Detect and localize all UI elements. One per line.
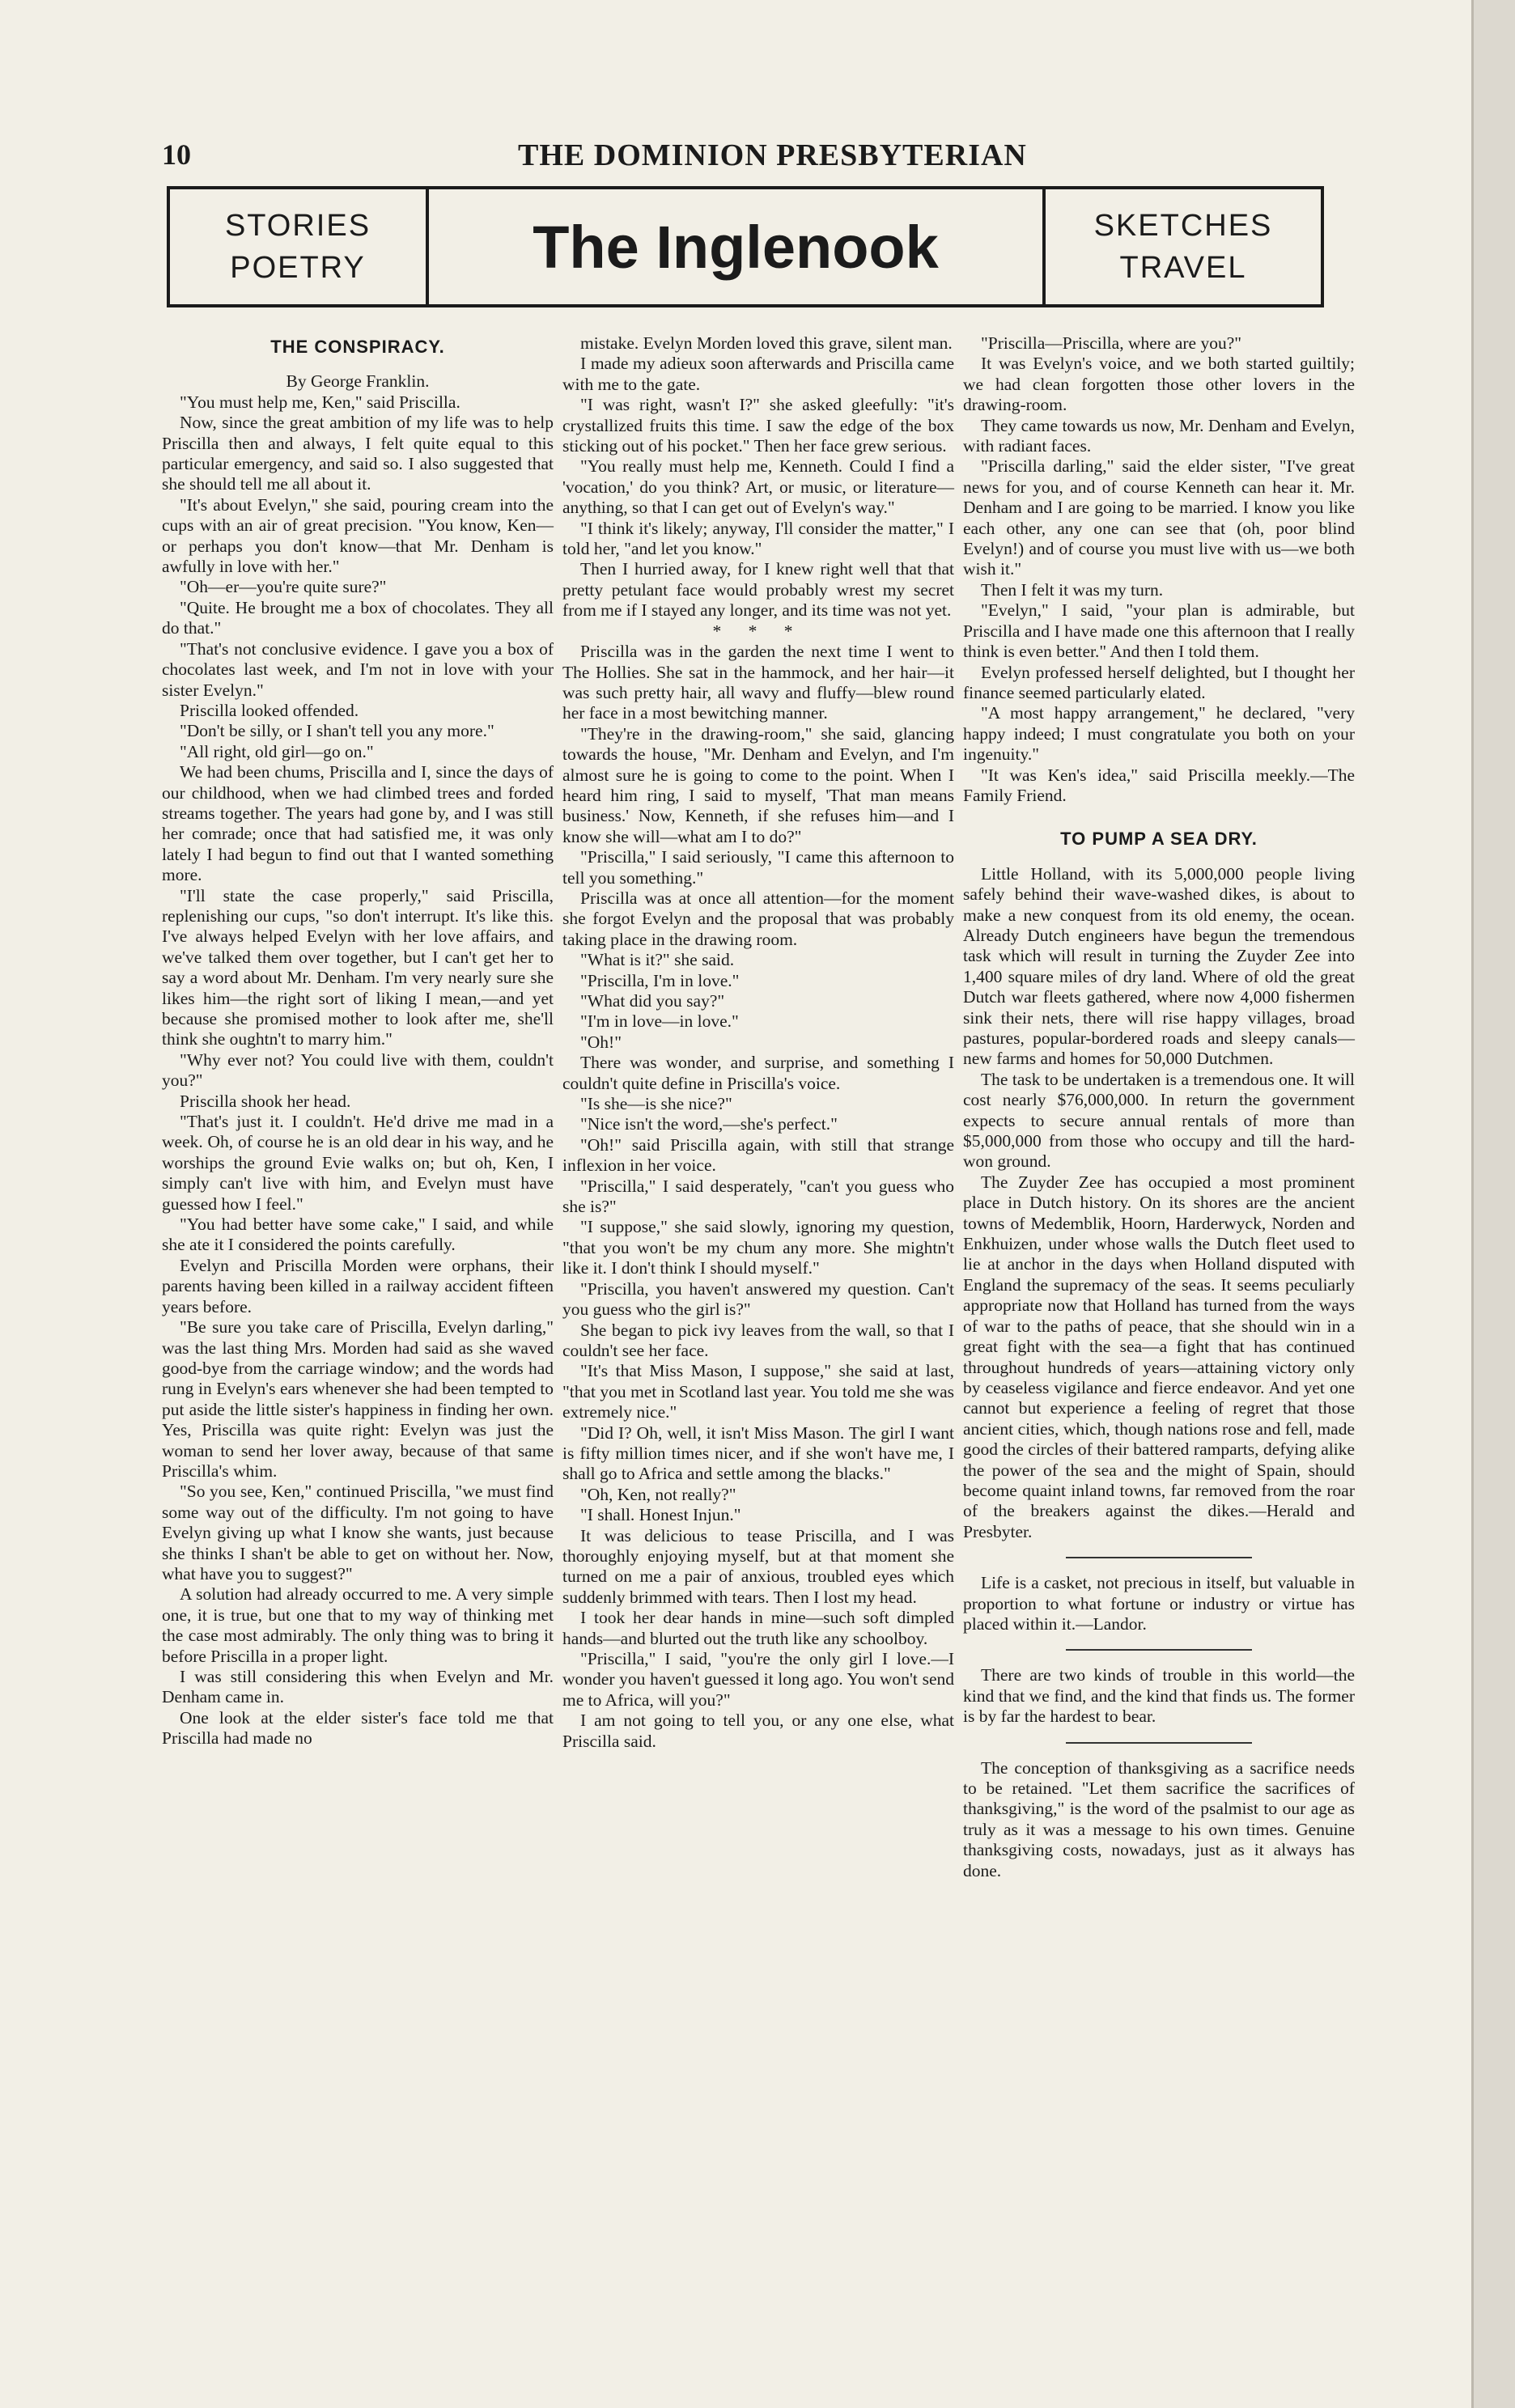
- paragraph: "I'll state the case properly," said Priscilla, replenishing our cups, "so don't interrupt. It's like this. I've always helped Evelyn with her love affairs, and we've talked them over together, but I can't get her to say a word about Mr. Denham. I'm very nearly sure she likes him—the right sort of liking I mean,—and yet because she promised mother to look after me, she'll think she oughtn't to marry him.": [162, 885, 554, 1049]
- banner-right-line-1: SKETCHES: [1093, 209, 1273, 243]
- paragraph: "Be sure you take care of Priscilla, Evelyn darling," was the last thing Mrs. Morden had said as she waved good-bye from the carriage window; and the words had rung in Evelyn's ears whenever she had been tempted to put aside the little sister's happiness in finding her own. Yes, Priscilla was quite right: Evelyn was just the woman to send her lover away, because of that same Priscilla's whim.: [162, 1317, 554, 1481]
- article-title: THE CONSPIRACY.: [270, 337, 445, 357]
- paragraph: "It was Ken's idea," said Priscilla meekly.—The Family Friend.: [963, 765, 1355, 805]
- paragraph: "Nice isn't the word,—she's perfect.": [580, 1114, 838, 1134]
- paragraph: They came towards us now, Mr. Denham and Evelyn, with radiant faces.: [963, 415, 1355, 456]
- paragraph: "I was right, wasn't I?" she asked gleefully: "it's crystallized fruits this time. I saw the edge of the box sticking out of his pocket." Then her face grew serious.: [562, 395, 954, 456]
- story-part-4: [963, 333, 1355, 806]
- paragraph: It was Evelyn's voice, and we both started guiltily; we had clean forgotten those other lovers in the drawing-room.: [963, 354, 1355, 415]
- paragraph: Then I hurried away, for I knew right well that that pretty petulant face would probably wrest my secret from me if I stayed any longer, and its time was not yet.: [562, 559, 954, 621]
- paragraph: There are two kinds of trouble in this world—the kind that we find, and the kind that finds us. The former is by far the hardest to bear.: [963, 1665, 1355, 1727]
- paragraph: "What is it?" she said.: [580, 950, 735, 970]
- paragraph: "Oh—er—you're quite sure?": [180, 577, 387, 597]
- banner-right-line-2: TRAVEL: [1119, 251, 1247, 285]
- paragraph: I took her dear hands in mine—such soft dimpled hands—and blurted out the truth like any schoolboy.: [562, 1608, 954, 1648]
- column-1: [162, 333, 554, 1749]
- quote-2: [963, 1665, 1355, 1727]
- paragraph: "Priscilla," I said desperately, "can't you guess who she is?": [562, 1176, 954, 1217]
- paragraph: Priscilla looked offended.: [180, 700, 359, 720]
- paragraph: The conception of thanksgiving as a sacrifice needs to be retained. "Let them sacrifice the sacrifices of thanksgiving," is the word of the psalmist to our age as truly as it was a message to his own times. Genuine thanksgiving costs, nowadays, just as it always has done.: [963, 1757, 1355, 1880]
- paragraph: "Priscilla, you haven't answered my question. Can't you guess who the girl is?": [562, 1278, 954, 1320]
- journal-title: THE DOMINION PRESBYTERIAN: [518, 138, 1027, 172]
- banner-left-box: [170, 189, 429, 304]
- divider: [1066, 1649, 1252, 1651]
- paragraph: I was still considering this when Evelyn and Mr. Denham came in.: [162, 1667, 554, 1707]
- banner-left-line-1: STORIES: [224, 209, 371, 243]
- paragraph: "I think it's likely; anyway, I'll consider the matter," I told her, "and let you know.": [562, 518, 954, 559]
- paragraph: Evelyn and Priscilla Morden were orphans, their parents having been killed in a railway accident fifteen years before.: [162, 1255, 554, 1316]
- paragraph: "It's that Miss Mason, I suppose," she said at last, "that you met in Scotland last year. You told me she was extremely nice.": [562, 1361, 954, 1422]
- paragraph: "That's just it. I couldn't. He'd drive me mad in a week. Oh, of course he is an old dear in his way, and he worships the ground Evie walks on; but oh, Ken, I simply can't live with him, and Evelyn must have guessed how I feel.": [162, 1112, 554, 1214]
- running-head: [162, 129, 1068, 178]
- paragraph: Little Holland, with its 5,000,000 people living safely behind their wave-washed dikes, is about to make a new conquest from its old enemy, the ocean. Already Dutch engineers have begun the tremendous task which will result in turning the Zuyder Zee into 1,400 square miles of dry land. Where of old the great Dutch war fleets gathered, where now 4,000 fishermen sink their nets, there will rise happy villages, broad pastures, popular-bordered roads and sleepy canals—new farms and homes for 50,000 Dutchmen.: [963, 863, 1355, 1069]
- paragraph: "Don't be silly, or I shan't tell you any more.": [180, 721, 494, 741]
- column-3: [963, 333, 1355, 1881]
- paragraph: I made my adieux soon afterwards and Priscilla came with me to the gate.: [562, 354, 954, 394]
- paragraph: "I suppose," she said slowly, ignoring my question, "that you won't be my chum any more. She mightn't like it. I don't think I should myself.": [562, 1217, 954, 1278]
- paragraph: "You must help me, Ken," said Priscilla.: [180, 392, 460, 412]
- paragraph: "Priscilla," I said seriously, "I came this afternoon to tell you something.": [562, 847, 954, 888]
- paragraph: "Priscilla, I'm in love.": [580, 970, 740, 990]
- paragraph: "That's not conclusive evidence. I gave you a box of chocolates last week, and I'm not in love with your sister Evelyn.": [162, 638, 554, 700]
- paragraph: "Oh!": [580, 1032, 622, 1052]
- paragraph: The Zuyder Zee has occupied a most prominent place in Dutch history. On its shores are the ancient towns of Medemblik, Hoorn, Harderwyck, Norden and Enkhuizen, under whose walls the Dutch fleet used to lie at anchor in the days when Holland disputed with England the supremacy of the seas. It seems peculiarly appropriate now that Holland has turned from the ways of war to the paths of peace, that she should win in a great fight with the sea—a fight that has continued throughout hundreds of years—attaining victory only by ceaseless vigilance and fierce endeavor. And yet one cannot but experience a feeling of regret that those ancient cities, which, though nations rose and fell, made good the circles of their battered ramparts, defying alike the power of the sea and the might of Spain, should become quaint inland towns, far removed from the roar of the breakers against the dikes.—Herald and Presbyter.: [963, 1172, 1355, 1541]
- paragraph: "They're in the drawing-room," she said, glancing towards the house, "Mr. Denham and Evelyn, and I'm almost sure he is going to come to the point. When I heard him ring, I said to myself, 'That man means business.' Now, Kenneth, if she refuses him—and I know she will—what am I to do?": [562, 723, 954, 846]
- page-number: 10: [162, 138, 191, 171]
- paragraph: "Oh!" said Priscilla again, with still that strange inflexion in her voice.: [562, 1134, 954, 1176]
- paragraph: "You really must help me, Kenneth. Could I find a 'vocation,' do you think? Art, or music, or literature—anything, so that I can get out of Evelyn's way.": [562, 456, 954, 518]
- section-title: The Inglenook: [533, 213, 939, 281]
- paragraph: "Priscilla darling," said the elder sister, "I've great news for you, and of course Kenneth can hear it. Mr. Denham and I are going to be married. I know you like each other, any one can see that (oh, poor blind Evelyn!) and of course you must live with us—we both wish it.": [963, 456, 1355, 579]
- paragraph: I am not going to tell you, or any one else, what Priscilla said.: [562, 1711, 954, 1751]
- divider: [1066, 1742, 1252, 1744]
- article-title: TO PUMP A SEA DRY.: [1060, 829, 1258, 850]
- paragraph: "Evelyn," I said, "your plan is admirable, but Priscilla and I have made one this afternoon that I really think is even better." And then I told them.: [963, 600, 1355, 662]
- paragraph: "Oh, Ken, not really?": [580, 1484, 736, 1504]
- quote-3: [963, 1758, 1355, 1881]
- section-banner: [167, 186, 1324, 307]
- paragraph: Life is a casket, not precious in itself, but valuable in proportion to what fortune or industry or virtue has placed within it.—Landor.: [963, 1573, 1355, 1634]
- paragraph: Priscilla shook her head.: [180, 1091, 351, 1111]
- page-edge: [1471, 0, 1515, 2408]
- paragraph: "Did I? Oh, well, it isn't Miss Mason. The girl I want is fifty million times nicer, and if she won't have me, I shall go to Africa and settle among the blacks.": [562, 1422, 954, 1484]
- paragraph: Priscilla was in the garden the next time I went to The Hollies. She sat in the hammock, and her hair—it was such pretty hair, all wavy and fluffy—blew round her face in a most bewitching manner.: [562, 642, 954, 723]
- sea-article: [963, 864, 1355, 1542]
- paragraph: "Priscilla," I said, "you're the only girl I love.—I wonder you haven't guessed it long ago. You won't send me to Africa, will you?": [562, 1649, 954, 1710]
- quote-1: [963, 1573, 1355, 1634]
- divider: [1066, 1557, 1252, 1558]
- paragraph: "It's about Evelyn," she said, pouring cream into the cups with an air of great precision. "You know, Ken—or perhaps you don't know—that Mr. Denham is awfully in love with her.": [162, 494, 554, 577]
- paragraph: One look at the elder sister's face told me that Priscilla had made no: [162, 1707, 554, 1749]
- banner-left-line-2: POETRY: [230, 251, 366, 285]
- paragraph: The task to be undertaken is a tremendous one. It will cost nearly $76,000,000. In return the government expects to secure annual rentals of more than $5,000,000 from those who occupy and till the hard-won ground.: [963, 1069, 1355, 1172]
- paragraph: "Why ever not? You could live with them, couldn't you?": [162, 1049, 554, 1091]
- byline: By George Franklin.: [286, 371, 430, 392]
- banner-right-box: [1042, 189, 1321, 304]
- paragraph: "So you see, Ken," continued Priscilla, "we must find some way out of the difficulty. I'm not going to have Evelyn giving up what I know she wants, just because she thinks I shan't be able to get on without her. Now, what have you to suggest?": [162, 1482, 554, 1583]
- paragraph: "You had better have some cake," I said, and while she ate it I considered the points carefully.: [162, 1215, 554, 1255]
- paragraph: "Is she—is she nice?": [580, 1094, 732, 1114]
- paragraph: "I shall. Honest Injun.": [580, 1505, 741, 1525]
- paragraph: Evelyn professed herself delighted, but I thought her finance seemed particularly elated.: [963, 662, 1355, 702]
- paragraph: "A most happy arrangement," he declared, "very happy indeed; I must congratulate you both on your ingenuity.": [963, 703, 1355, 765]
- paragraph: Priscilla was at once all attention—for the moment she forgot Evelyn and the proposal that was probably taking place in the drawing room.: [562, 888, 954, 949]
- paragraph: She began to pick ivy leaves from the wall, so that I couldn't see her face.: [562, 1320, 954, 1360]
- paragraph: "What did you say?": [580, 991, 725, 1011]
- paragraph: "All right, old girl—go on.": [180, 741, 374, 761]
- paragraph: "I'm in love—in love.": [580, 1011, 739, 1032]
- paragraph: Then I felt it was my turn.: [981, 579, 1164, 600]
- story-part-1: [162, 392, 554, 1749]
- story-part-2: [562, 333, 954, 621]
- section-break: * * *: [712, 621, 804, 641]
- paragraph: Now, since the great ambition of my life was to help Priscilla then and always, I felt quite equal to this particular emergency, and said so. I also suggested that she should tell me all about it.: [162, 413, 554, 494]
- paragraph: There was wonder, and surprise, and something I couldn't quite define in Priscilla's voice.: [562, 1053, 954, 1093]
- paragraph: "Priscilla—Priscilla, where are you?": [981, 333, 1242, 353]
- paragraph: mistake. Evelyn Morden loved this grave, silent man.: [580, 333, 953, 353]
- paragraph: We had been chums, Priscilla and I, since the days of our childhood, when we had climbed trees and forded streams together. The years had gone by, and I was still her comrade; once that had satisfied me, it was only lately I had begun to find out that I wanted something more.: [162, 762, 554, 885]
- story-part-3: [562, 642, 954, 1752]
- paragraph: It was delicious to tease Priscilla, and I was thoroughly enjoying myself, but at that moment she turned on me a pair of anxious, troubled eyes which suddenly brimmed with tears. Then I lost my head.: [562, 1525, 954, 1607]
- column-2: [562, 333, 954, 1752]
- paragraph: "Quite. He brought me a box of chocolates. They all do that.": [162, 597, 554, 638]
- paragraph: A solution had already occurred to me. A very simple one, it is true, but one that to my way of thinking met the case most admirably. The only thing was to bring it before Priscilla in a proper light.: [162, 1584, 554, 1666]
